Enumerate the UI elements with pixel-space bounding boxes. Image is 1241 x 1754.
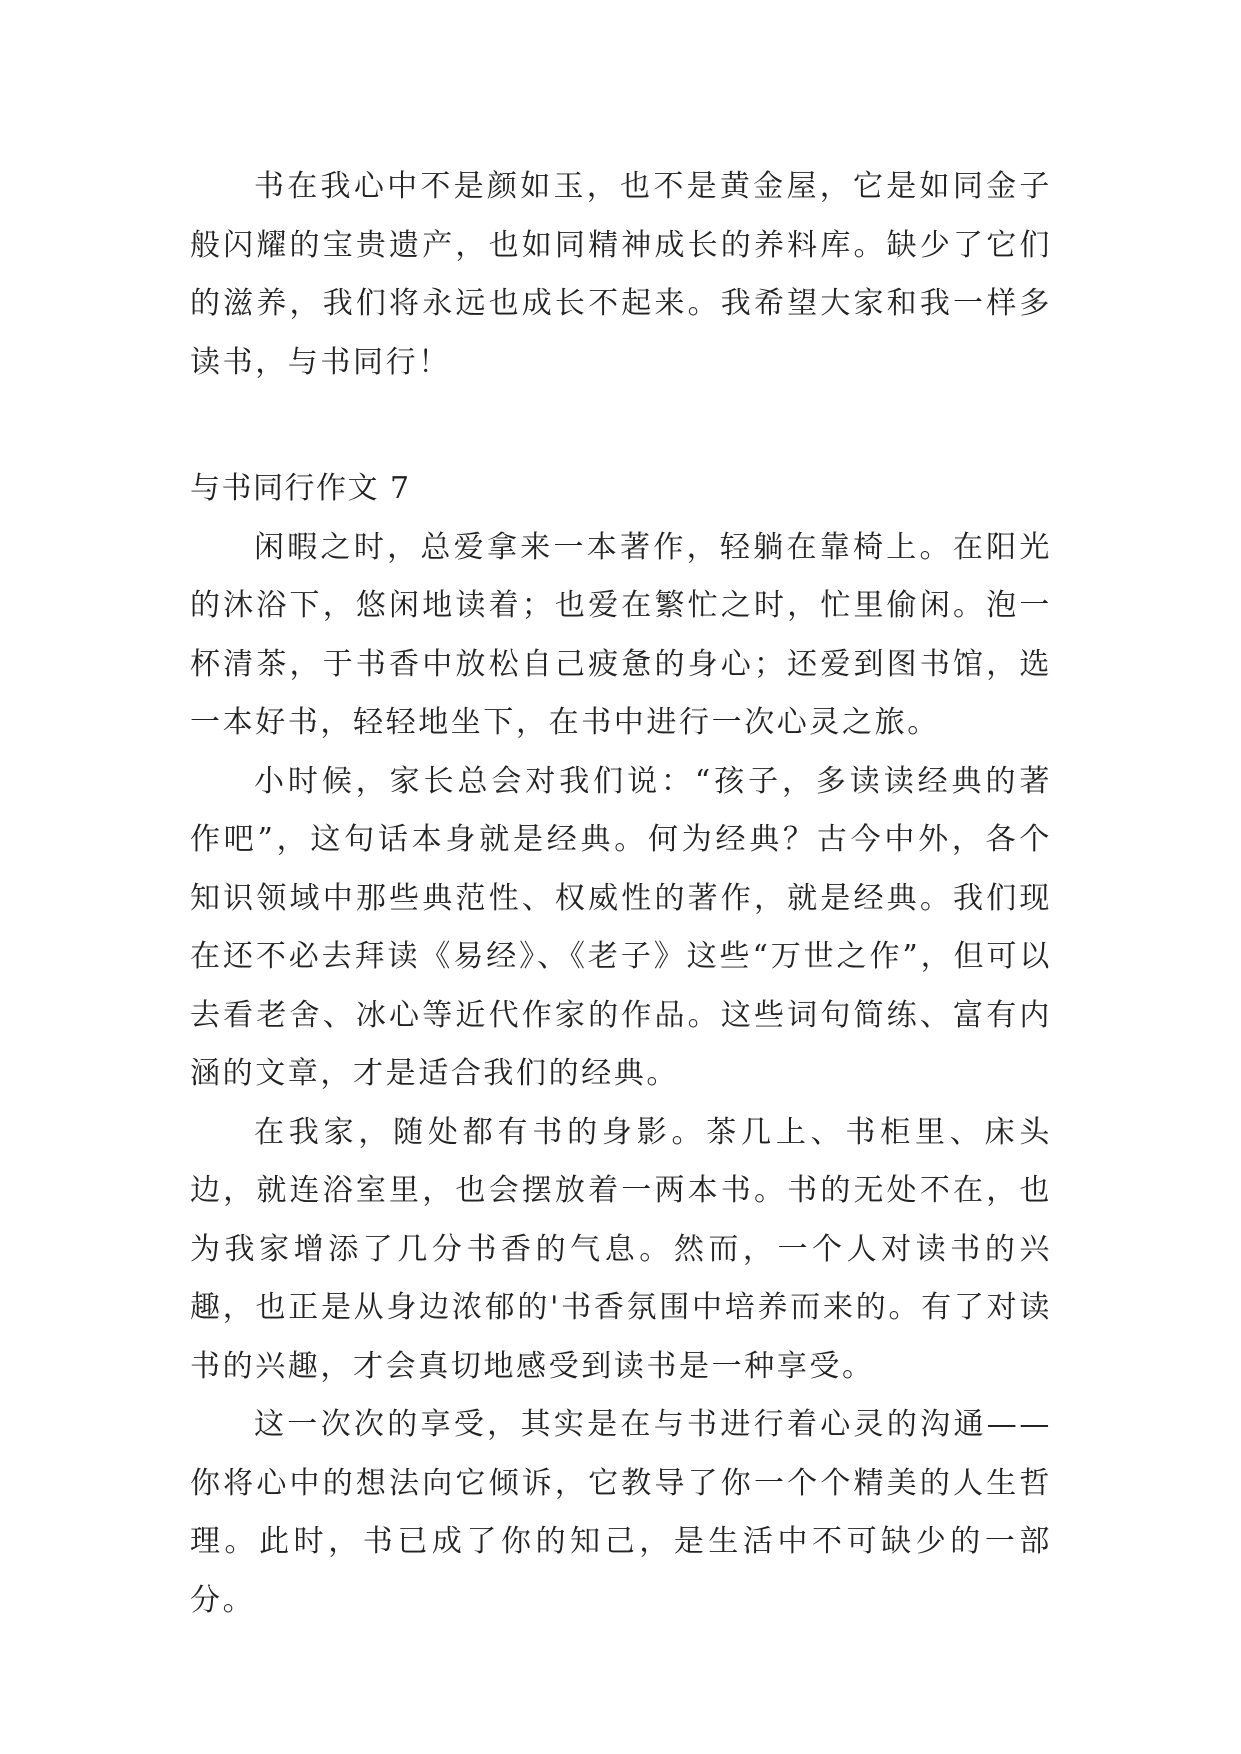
- section-spacer: [190, 392, 1052, 460]
- body-paragraph: 小时候，家长总会对我们说：“孩子，多读读经典的著作吧”，这句话本身就是经典。何为经典？古今中外，各个知识领域中那些典范性、权威性的著作，就是经典。我们现在还不必去拜读《易经》、《老子》这些“万世之作”，但可以去看老舍、冰心等近代作家的作品。这些词句简练、富有内涵的文章，才是适合我们的经典。: [190, 763, 1052, 1091]
- section-title: 与书同行作文 7: [190, 471, 411, 506]
- body-paragraph: 这一次次的享受，其实是在与书进行着心灵的沟通——你将心中的想法向它倾诉，它教导了你一个个精美的人生哲理。此时，书已成了你的知己，是生活中不可缺少的一部分。: [190, 1407, 1052, 1618]
- body-paragraph: 在我家，随处都有书的身影。茶几上、书柜里、床头边，就连浴室里，也会摆放着一两本书。书的无处不在，也为我家增添了几分书香的气息。然而，一个人对读书的兴趣，也正是从身边浓郁的'书香氛围中培养而来的。有了对读书的兴趣，才会真切地感受到读书是一种享受。: [190, 1114, 1052, 1384]
- intro-paragraph: 书在我心中不是颜如玉，也不是黄金屋，它是如同金子般闪耀的宝贵遗产，也如同精神成长的养料库。缺少了它们的滋养，我们将永远也成长不起来。我希望大家和我一样多读书，与书同行！: [190, 169, 1052, 380]
- document-page: [190, 158, 1052, 1630]
- body-paragraph: 闲暇之时，总爱拿来一本著作，轻躺在靠椅上。在阳光的沐浴下，悠闲地读着；也爱在繁忙之时，忙里偷闲。泡一杯清茶，于书香中放松自己疲惫的身心；还爱到图书馆，选一本好书，轻轻地坐下，在书中进行一次心灵之旅。: [190, 529, 1052, 740]
